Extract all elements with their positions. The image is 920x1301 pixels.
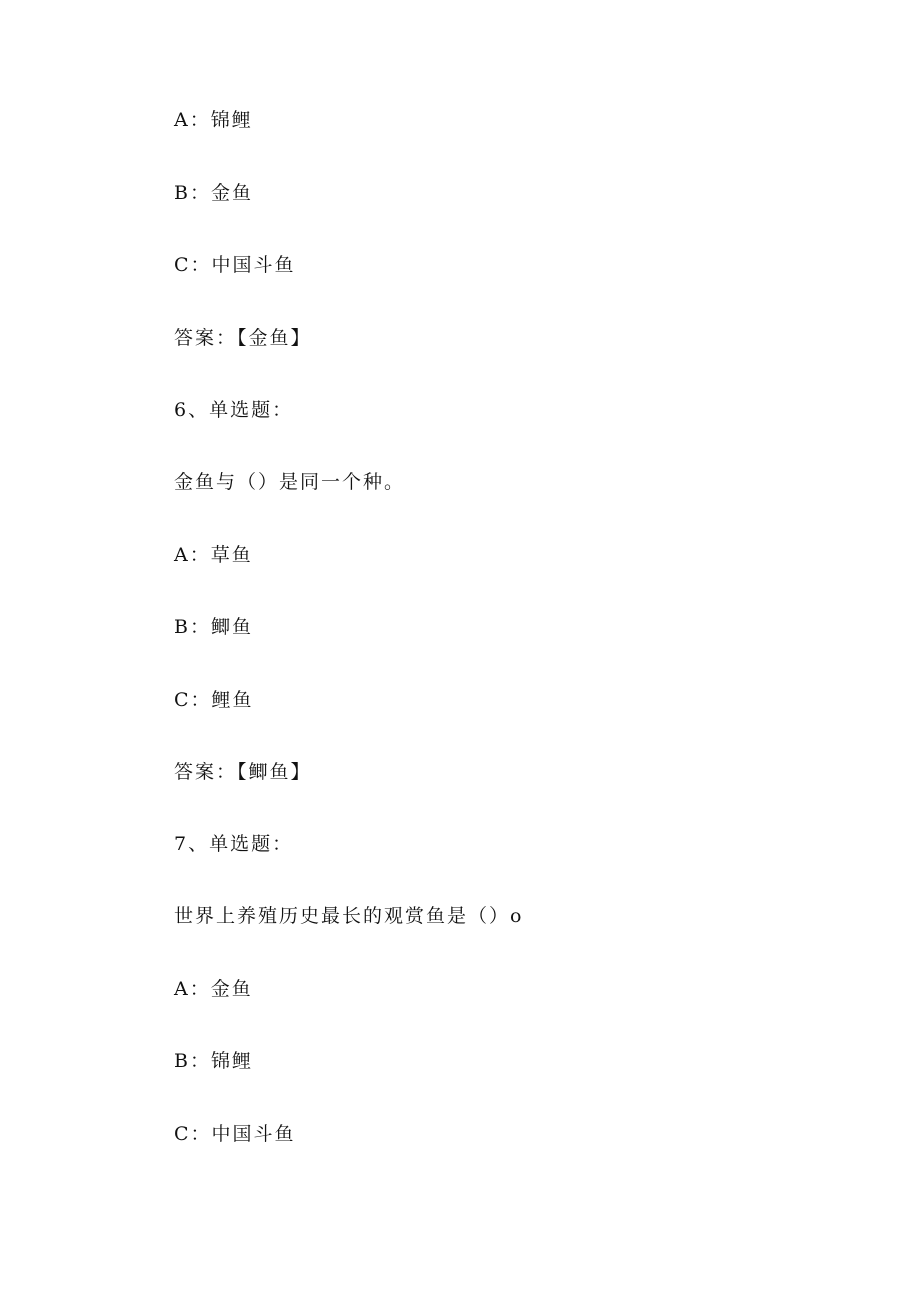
q5-answer: 答案：【金鱼】 xyxy=(174,327,312,349)
q6-question: 金鱼与（）是同一个种。 xyxy=(174,471,406,493)
q7-option-a: A：金鱼 xyxy=(174,978,253,1000)
q7-option-c: C：中国斗鱼 xyxy=(174,1123,296,1145)
q6-option-a: A：草鱼 xyxy=(174,544,253,566)
q5-option-b: B：金鱼 xyxy=(174,182,253,204)
q7-question: 世界上养殖历史最长的观赏鱼是（）o xyxy=(174,905,524,927)
q6-option-b: B：鲫鱼 xyxy=(174,616,253,638)
q5-option-c: C：中国斗鱼 xyxy=(174,254,296,276)
q7-option-b: B：锦鲤 xyxy=(174,1050,253,1072)
q6-heading: 6、单选题： xyxy=(174,399,294,421)
q6-answer: 答案：【鲫鱼】 xyxy=(174,761,312,783)
q7-heading: 7、单选题： xyxy=(174,833,294,855)
q6-option-c: C：鲤鱼 xyxy=(174,689,254,711)
q5-option-a: A：锦鲤 xyxy=(174,109,253,131)
